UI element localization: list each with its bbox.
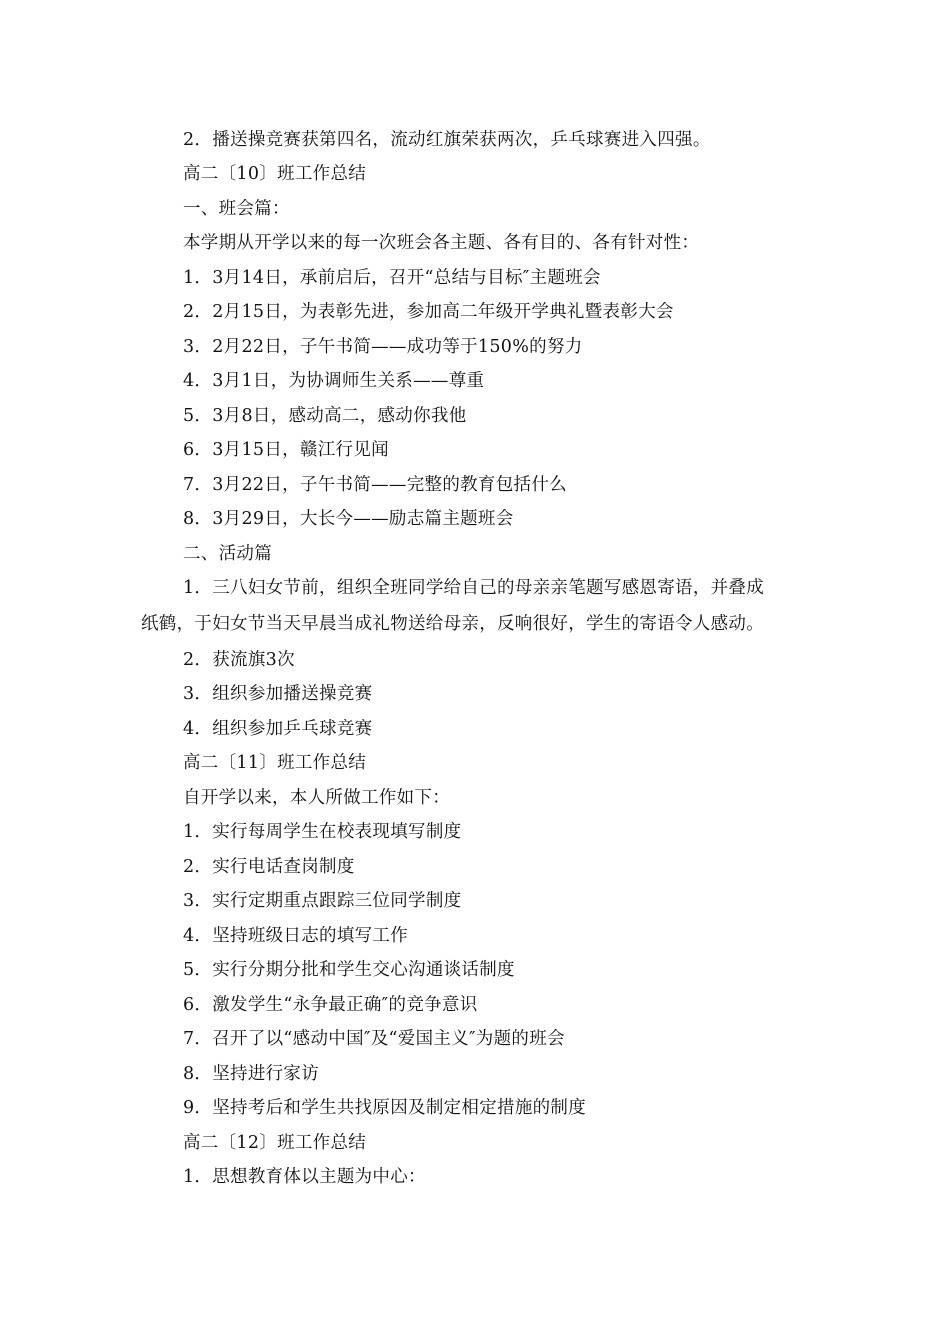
list-item: 3．实行定期重点跟踪三位同学制度	[183, 891, 462, 911]
list-item: 1．三八妇女节前，组织全班同学给自己的母亲亲笔题写感恩寄语，并叠成	[183, 578, 765, 598]
section-heading: 高二〔11〕班工作总结	[183, 753, 367, 773]
list-item: 6．3月15日，赣江行见闻	[183, 440, 389, 460]
list-item: 9．坚持考后和学生共找原因及制定相定措施的制度	[183, 1098, 587, 1118]
list-item: 2．获流旗3次	[183, 650, 295, 670]
text-line: 2．播送操竞赛获第四名，流动红旗荣获两次，乒乓球赛进入四强。	[183, 130, 711, 150]
list-item: 1．3月14日，承前启后，召开“总结与目标″主题班会	[183, 268, 601, 288]
text-line: 自开学以来，本人所做工作如下：	[183, 788, 450, 808]
list-item: 1．思想教育体以主题为中心：	[183, 1167, 426, 1187]
subsection-heading: 二、活动篇	[183, 544, 272, 564]
section-heading: 高二〔10〕班工作总结	[183, 164, 367, 184]
list-item: 1．实行每周学生在校表现填写制度	[183, 822, 462, 842]
list-item: 5．实行分期分批和学生交心沟通谈话制度	[183, 960, 515, 980]
list-item: 7．3月22日，子午书简——完整的教育包括什么	[183, 475, 567, 495]
list-item: 8．3月29日，大长今——励志篇主题班会	[183, 509, 514, 529]
text-line: 本学期从开学以来的每一次班会各主题、各有目的、各有针对性：	[183, 233, 700, 253]
list-item: 3．组织参加播送操竞赛	[183, 684, 373, 704]
list-item: 5．3月8日，感动高二，感动你我他	[183, 406, 467, 426]
list-item: 2．2月15日，为表彰先进，参加高二年级开学典礼暨表彰大会	[183, 302, 674, 322]
list-item: 4．组织参加乒乓球竞赛	[183, 719, 373, 739]
subsection-heading: 一、班会篇：	[183, 199, 290, 219]
list-item: 8．坚持进行家访	[183, 1064, 320, 1084]
list-item: 2．实行电话查岗制度	[183, 857, 355, 877]
list-item: 4．3月1日，为协调师生关系——尊重	[183, 371, 485, 391]
list-item: 4．坚持班级日志的填写工作	[183, 926, 409, 946]
text-line-continuation: 纸鹤，于妇女节当天早晨当成礼物送给母亲，反响很好，学生的寄语令人感动。	[141, 614, 764, 634]
list-item: 6．激发学生“永争最正确″的竞争意识	[183, 995, 478, 1015]
section-heading: 高二〔12〕班工作总结	[183, 1133, 367, 1153]
list-item: 3．2月22日，子午书简——成功等于150%的努力	[183, 337, 583, 357]
list-item: 7．召开了以“感动中国″及“爱国主义″为题的班会	[183, 1029, 565, 1049]
